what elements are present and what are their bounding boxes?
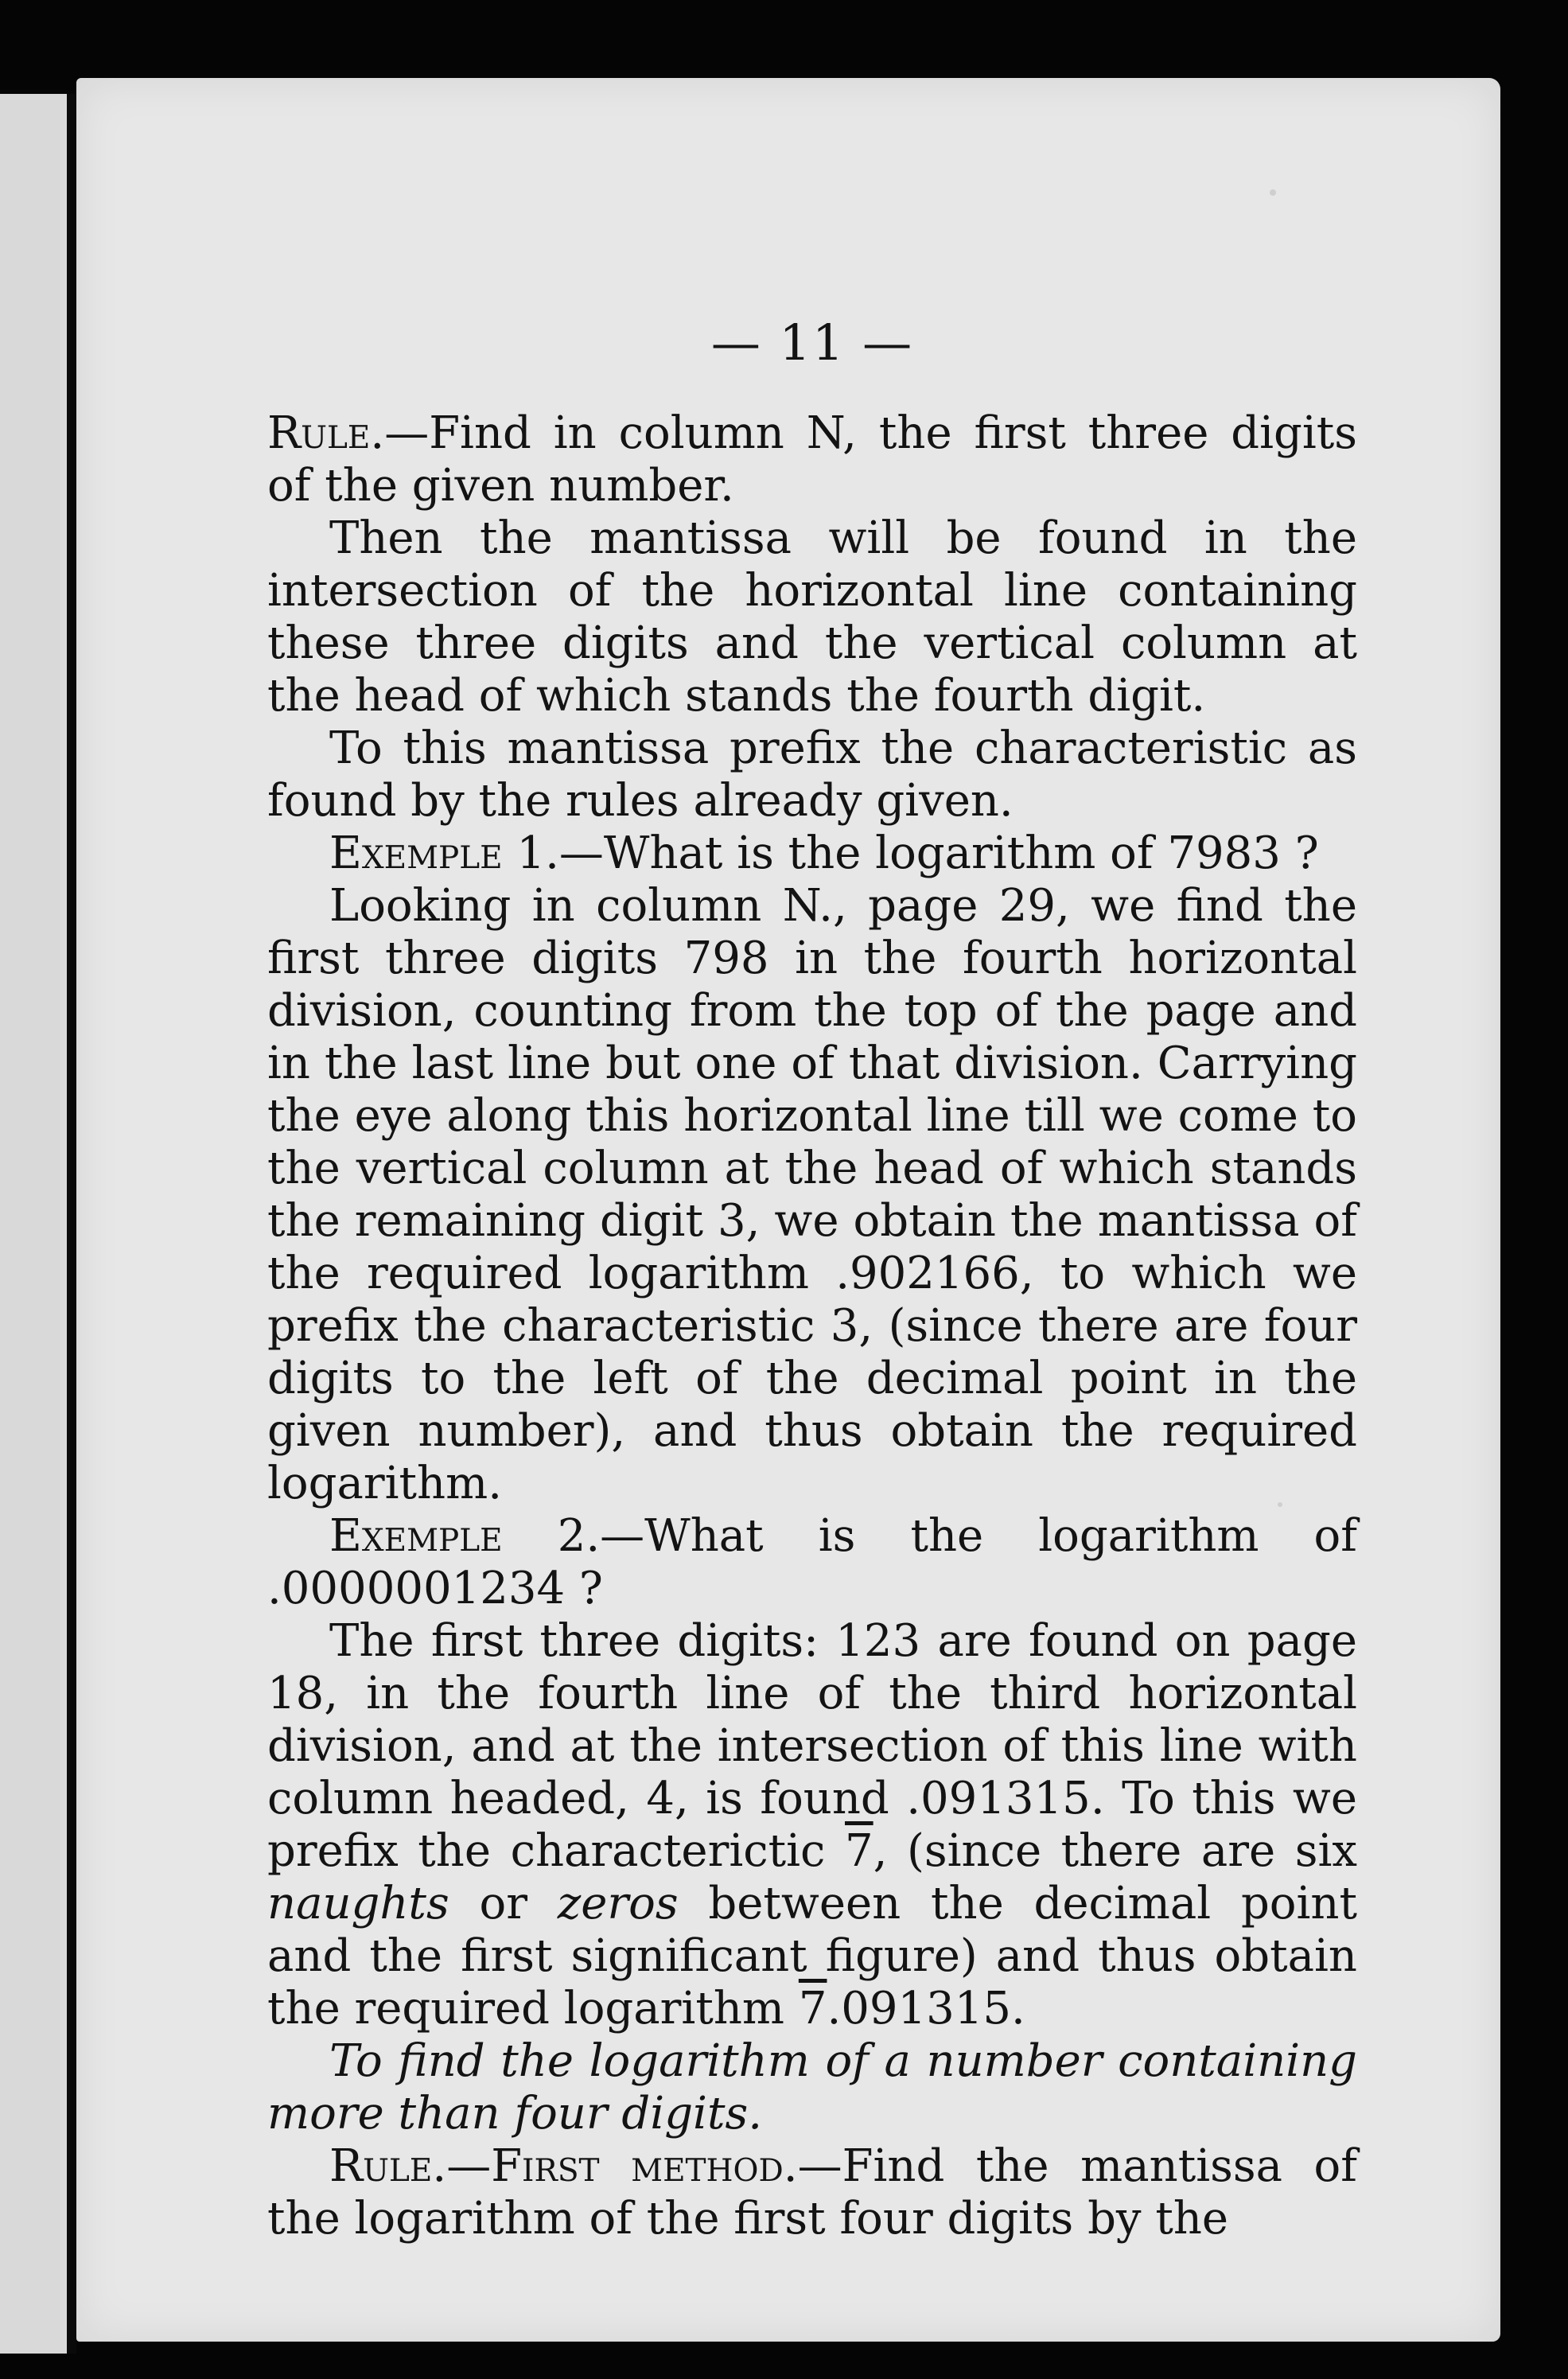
- result-mantissa: .091315.: [827, 1983, 1025, 2034]
- page-text: [267, 313, 1358, 2245]
- book-gutter: [67, 94, 76, 2354]
- naughts-word: naughts: [267, 1878, 449, 1929]
- rule-paragraph: [267, 407, 1357, 512]
- example-2-answer: [267, 1615, 1357, 2035]
- page-number: — 11 —: [710, 313, 914, 372]
- example-1-question: —What is the logarithm of 7983 ?: [558, 827, 1319, 879]
- adjacent-page-edge: [0, 94, 70, 2354]
- rule-text: —Find in column N, the first three digits of the given number.: [267, 407, 1357, 512]
- final-rule-dash: —: [446, 2140, 492, 2192]
- final-rule-text: —Find the mantissa of the logarithm of the first four digits by the: [267, 2140, 1357, 2245]
- paragraph-prefix: To this mantissa prefix the characteristic as found by the rules already given.: [267, 722, 1357, 827]
- zeros-word: zeros: [557, 1878, 679, 1929]
- answer-text: The first three digits: 123 are found on page 18, in the fourth line of the third horizontal division, and at the intersection of this line with column headed, 4, is found .091315. To this we prefix the characterictic: [267, 1615, 1357, 1877]
- example-2-question: —What is the logarithm of .0000001234 ?: [267, 1510, 1358, 1614]
- book-page: [76, 78, 1500, 2342]
- answer-text: or: [449, 1878, 558, 1929]
- example-1-answer: Looking in column N., page 29, we find the first three digits 798 in the fourth horizontal division, counting from the top of the page and in the last line but one of that division. Carrying the eye along this horizontal line till we come to the vertical column at the head of which stands the remaining digit 3, we obtain the mantissa of the required logarithm .902166, to which we prefix the characteristic 3, (since there are four digits to the left of the decimal point in the given number), and thus obtain the required logarithm.: [267, 880, 1357, 1509]
- barred-characteristic: 7: [798, 1983, 827, 2034]
- final-rule-label: Rule.: [329, 2140, 447, 2192]
- paper-speck: [1270, 189, 1276, 196]
- example-2-heading: [267, 1510, 1357, 1615]
- rule-label: Rule.: [267, 407, 385, 459]
- example-1-heading: [267, 827, 1357, 880]
- method-label: First method.: [491, 2140, 798, 2192]
- section-subheading: To find the logarithm of a number containing more than four digits.: [267, 2035, 1357, 2140]
- example-1-label: Exemple 1.: [329, 827, 559, 879]
- answer-text: , (since there are six: [873, 1825, 1358, 1877]
- answer-text: between the decimal point and the first significant figure) and thus obtain the required logarithm: [267, 1878, 1357, 2034]
- example-2-label: Exemple 2.: [329, 1510, 601, 1562]
- paragraph-mantissa: Then the mantissa will be found in the intersection of the horizontal line containing these three digits and the vertical column at the head of which stands the fourth digit.: [267, 512, 1357, 722]
- final-rule: [267, 2140, 1357, 2245]
- barred-characteristic: 7: [844, 1825, 873, 1877]
